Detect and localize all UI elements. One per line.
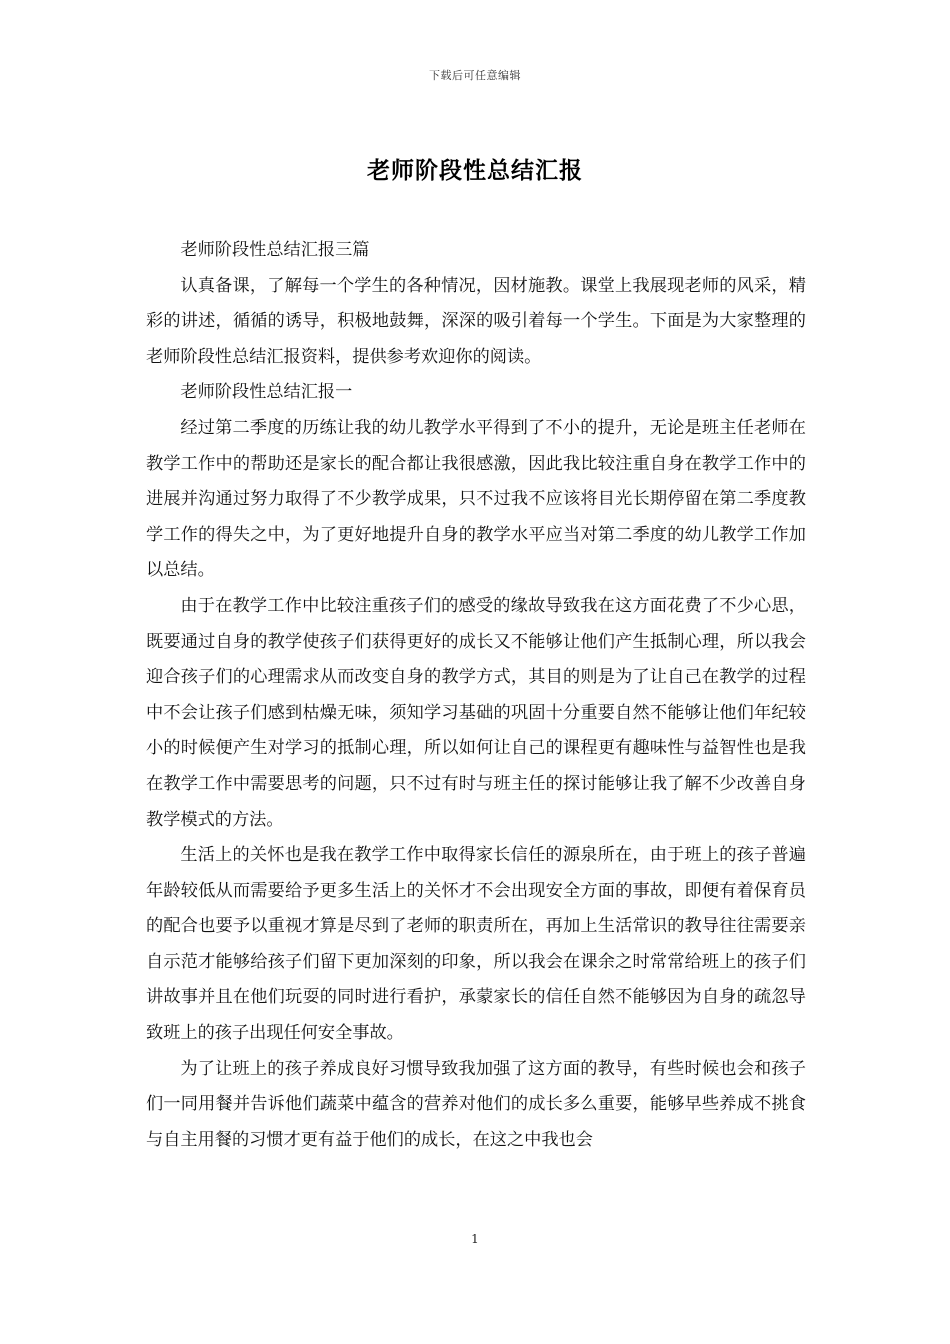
body-paragraph: 生活上的关怀也是我在教学工作中取得家长信任的源泉所在，由于班上的孩子普遍年龄较低从而需要给予更多生活上的关怀才不会出现安全方面的事故，即便有着保育员的配合也要予以重视才算是尽到了老师的职责所在，再加上生活常识的教导往往需要亲自示范才能够给孩子们留下更加深刻的印象，所以我会在课余之时常常给班上的孩子们讲故事并且在他们玩耍的同时进行看护，承蒙家长的信任自然不能够因为自身的疏忽导致班上的孩子出现任何安全事故。 bbox=[146, 845, 806, 1044]
page-number: 1 bbox=[471, 1232, 479, 1246]
header-note: 下载后可任意编辑 bbox=[429, 69, 521, 82]
document-title: 老师阶段性总结汇报 bbox=[367, 157, 583, 184]
section-heading-paragraph: 老师阶段性总结汇报一 bbox=[180, 382, 353, 403]
intro-paragraph: 认真备课，了解每一个学生的各种情况，因材施教。课堂上我展现老师的风采，精彩的讲述，循循的诱导，积极地鼓舞，深深的吸引着每一个学生。下面是为大家整理的老师阶段性总结汇报资料，提供参考欢迎你的阅读。 bbox=[146, 275, 806, 367]
body-paragraph: 经过第二季度的历练让我的幼儿教学水平得到了不小的提升，无论是班主任老师在教学工作中的帮助还是家长的配合都让我很感激，因此我比较注重自身在教学工作中的进展并沟通过努力取得了不少教学成果，只不过我不应该将目光长期停留在第二季度教学工作的得失之中，为了更好地提升自身的教学水平应当对第二季度的幼儿教学工作加以总结。 bbox=[146, 417, 806, 581]
body-paragraph: 由于在教学工作中比较注重孩子们的感受的缘故导致我在这方面花费了不少心思，既要通过自身的教学使孩子们获得更好的成长又不能够让他们产生抵制心理，所以我会迎合孩子们的心理需求从而改变自身的教学方式，其目的则是为了让自己在教学的过程中不会让孩子们感到枯燥无味，须知学习基础的巩固十分重要自然不能够让他们年纪较小的时候便产生对学习的抵制心理，所以如何让自己的课程更有趣味性与益智性也是我在教学工作中需要思考的问题，只不过有时与班主任的探讨能够让我了解不少改善自身教学模式的方法。 bbox=[146, 595, 806, 830]
body-paragraph: 为了让班上的孩子养成良好习惯导致我加强了这方面的教导，有些时候也会和孩子们一同用餐并告诉他们蔬菜中蕴含的营养对他们的成长多么重要，能够早些养成不挑食与自主用餐的习惯才更有益于他们的成长，在这之中我也会 bbox=[146, 1058, 806, 1150]
document-body bbox=[146, 233, 806, 1158]
subtitle-paragraph: 老师阶段性总结汇报三篇 bbox=[180, 240, 370, 260]
